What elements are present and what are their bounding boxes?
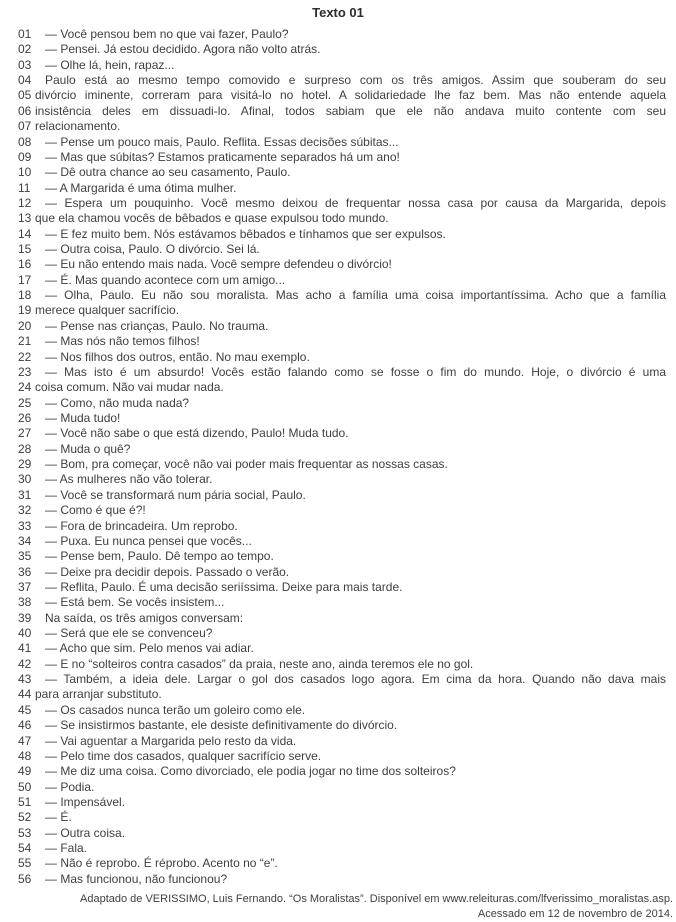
line-text: — A Margarida é uma ótima mulher. (45, 180, 237, 195)
line-text: — Você pensou bem no que vai fazer, Paulo? (45, 27, 289, 41)
line-number: 46 (18, 718, 32, 733)
line-text: — É. (45, 810, 72, 825)
text-line (18, 488, 666, 503)
line-number: 47 (18, 733, 32, 748)
line-number: 41 (18, 641, 32, 656)
line-number: 30 (18, 472, 32, 487)
line-text: — Outra coisa, Paulo. O divórcio. Sei lá. (45, 242, 260, 257)
line-text: divórcio iminente, correram para visitá-lo no hotel. A solidariedade lhe faz bem. Mas não entende aquela (35, 88, 666, 103)
line-text: — Olha, Paulo. Eu não sou moralista. Mas acho a família uma coisa importantíssima. Acho que a família (45, 288, 666, 303)
line-number: 52 (18, 810, 32, 825)
text-line (18, 872, 666, 887)
line-text: — Como, não muda nada? (45, 395, 190, 410)
line-number: 13 (18, 211, 32, 226)
line-text: — Espera um pouquinho. Você mesmo deixou de frequentar nossa casa por causa da Margarida, depois (45, 195, 666, 210)
line-number: 19 (18, 303, 32, 318)
line-text: — Mas nós não temos filhos! (45, 334, 200, 349)
line-text: — Muda o quê? (45, 441, 131, 456)
line-text: — Impensável. (45, 794, 126, 809)
line-number: 23 (18, 364, 32, 379)
line-text: que ela chamou vocês de bêbados e quase expulsou todo mundo. (35, 211, 389, 226)
line-number: 07 (18, 119, 32, 134)
text-line (18, 411, 666, 426)
text-line (18, 764, 666, 779)
line-number: 54 (18, 841, 32, 856)
line-number: 44 (18, 687, 32, 702)
text-line (18, 810, 666, 825)
line-text: — Também, a ideia dele. Largar o gol dos casados logo agora. Em cima da hora. Quando não dava mais (45, 672, 666, 687)
line-text: merece qualquer sacrifício. (35, 303, 180, 318)
line-text: — E no “solteiros contra casados” da praia, neste ano, ainda teremos ele no gol. (45, 656, 474, 671)
text-line (18, 165, 666, 180)
line-number: 06 (18, 103, 32, 118)
line-number: 01 (18, 27, 32, 41)
text-line (18, 303, 666, 318)
line-text: — Está bem. Se vocês insistem... (45, 595, 225, 610)
line-text: — As mulheres não vão tolerar. (45, 472, 213, 487)
line-text: — Vai aguentar a Margarida pelo resto da vida. (45, 733, 297, 748)
line-text: — É. Mas quando acontece com um amigo... (45, 272, 286, 287)
line-text: — Não é reprobo. É réprobo. Acento no “e”. (45, 856, 278, 871)
text-line (18, 641, 666, 656)
text-line (18, 672, 666, 687)
text-line (18, 288, 666, 303)
line-text: — Puxa. Eu nunca pensei que vocês... (45, 533, 252, 548)
text-line (18, 687, 666, 702)
line-text: — Será que ele se convenceu? (45, 626, 213, 641)
line-number: 20 (18, 318, 32, 333)
line-text: — Reflita, Paulo. É uma decisão seriíssima. Deixe para mais tarde. (45, 579, 403, 594)
line-number: 56 (18, 871, 32, 886)
line-number: 45 (18, 702, 32, 717)
line-text: — Dê outra chance ao seu casamento, Paulo. (45, 165, 291, 180)
page-title: Texto 01 (312, 5, 364, 20)
line-number: 17 (18, 272, 32, 287)
line-number: 26 (18, 410, 32, 425)
line-number: 55 (18, 856, 32, 871)
text-line (18, 426, 666, 441)
line-text: para arranjar substituto. (35, 687, 162, 702)
line-number: 02 (18, 42, 32, 57)
text-line (18, 580, 666, 595)
line-number: 22 (18, 349, 32, 364)
line-text: — Fora de brincadeira. Um reprobo. (45, 518, 238, 533)
line-number: 24 (18, 380, 32, 395)
line-number: 12 (18, 195, 32, 210)
line-number: 53 (18, 825, 32, 840)
text-line (18, 856, 666, 871)
text-line (18, 196, 666, 211)
citation-line-2: Acessado em 12 de novembro de 2014. (477, 908, 673, 921)
line-text: Paulo está ao mesmo tempo comovido e surpreso com os três amigos. Assim que souberam do seu (45, 73, 666, 88)
line-number: 50 (18, 779, 32, 794)
text-line (18, 749, 666, 764)
text-line (18, 104, 666, 119)
line-number: 04 (18, 73, 32, 88)
line-number: 05 (18, 88, 32, 103)
text-line (18, 595, 666, 610)
line-text: — Se insistirmos bastante, ele desiste definitivamente do divórcio. (45, 718, 398, 733)
line-number: 11 (18, 180, 31, 195)
line-text: — Me diz uma coisa. Como divorciado, ele podia jogar no time dos solteiros? (45, 764, 456, 779)
line-number: 32 (18, 503, 32, 518)
text-line (18, 503, 666, 518)
line-text: — Os casados nunca terão um goleiro como ele. (45, 702, 306, 717)
text-line (18, 657, 666, 672)
text-line (18, 273, 666, 288)
line-text: — Deixe pra decidir depois. Passado o verão. (45, 564, 290, 579)
line-text: — E fez muito bem. Nós estávamos bêbados e tínhamos que ser expulsos. (45, 226, 446, 241)
line-text: — Você se transformará num pária social, Paulo. (45, 487, 306, 502)
text-line (18, 350, 666, 365)
line-text: — Nos filhos dos outros, então. No mau exemplo. (45, 349, 310, 364)
line-number: 38 (18, 595, 32, 610)
line-text: — Muda tudo! (45, 410, 121, 425)
line-text: coisa comum. Não vai mudar nada. (35, 380, 224, 395)
text-line (18, 257, 666, 272)
line-number: 25 (18, 395, 32, 410)
line-number: 43 (18, 672, 32, 687)
line-number: 10 (18, 165, 32, 180)
text-line (18, 734, 666, 749)
line-text: — Como é que é?! (45, 503, 146, 518)
line-text: — Pelo time dos casados, qualquer sacrifício serve. (45, 748, 322, 763)
line-text: — Fala. (45, 841, 88, 856)
line-number: 18 (18, 288, 32, 303)
text-line (18, 150, 666, 165)
line-number: 28 (18, 441, 32, 456)
text-line (18, 549, 666, 564)
text-line (18, 58, 666, 73)
line-number: 39 (18, 610, 32, 625)
text-line (18, 211, 666, 226)
text-line (18, 611, 666, 626)
text-line (18, 826, 666, 841)
line-number: 40 (18, 626, 32, 641)
line-number: 36 (18, 564, 32, 579)
line-text: — Pense nas crianças, Paulo. No trauma. (45, 318, 269, 333)
line-text: — Você não sabe o que está dizendo, Paulo! Muda tudo. (45, 426, 349, 441)
line-number: 31 (18, 487, 32, 502)
text-line (18, 242, 666, 257)
text-line (18, 703, 666, 718)
line-number: 15 (18, 242, 32, 257)
line-number: 29 (18, 457, 32, 472)
line-text: — Outra coisa. (45, 825, 126, 840)
text-line (18, 472, 666, 487)
text-line (18, 841, 666, 856)
text-line (18, 88, 666, 103)
text-line (18, 227, 666, 242)
line-text: — Olhe lá, hein, rapaz... (45, 57, 175, 72)
line-text: — Podia. (45, 779, 95, 794)
line-text: Na saída, os três amigos conversam: (45, 610, 244, 625)
text-line (18, 365, 666, 380)
citation-line-1: Adaptado de VERISSIMO, Luis Fernando. “Os Moralistas”. Disponível em www.releituras.com/lfverissimo_moralistas.asp. (80, 893, 673, 906)
line-number: 42 (18, 656, 32, 671)
line-number: 37 (18, 579, 32, 594)
line-number: 34 (18, 533, 32, 548)
line-text: — Bom, pra começar, você não vai poder mais frequentar as nossas casas. (45, 457, 448, 472)
line-number: 08 (18, 134, 32, 149)
text-line (18, 565, 666, 580)
text-line (18, 119, 666, 134)
line-text: — Mas que súbitas? Estamos praticamente separados há um ano! (45, 149, 400, 164)
text-line (18, 457, 666, 472)
source-citation (0, 892, 676, 922)
line-number: 03 (18, 57, 32, 72)
text-line (18, 319, 666, 334)
line-number: 49 (18, 764, 32, 779)
text-line (18, 73, 666, 88)
text-line (18, 718, 666, 733)
text-line (18, 27, 666, 42)
line-number: 48 (18, 748, 32, 763)
line-text: — Mas funcionou, não funcionou? (45, 871, 228, 886)
line-number: 21 (18, 334, 32, 349)
line-text: relacionamento. (35, 119, 121, 134)
text-line (18, 396, 666, 411)
line-text: — Mas isto é um absurdo! Vocês estão falando como se fosse o fim do mundo. Hoje, o divórcio é uma (45, 364, 666, 379)
line-number: 51 (18, 794, 32, 809)
line-text: — Acho que sim. Pelo menos vai adiar. (45, 641, 254, 656)
line-number: 14 (18, 226, 32, 241)
text-line (18, 534, 666, 549)
text-line (18, 519, 666, 534)
text-line (18, 42, 666, 57)
line-number: 35 (18, 549, 32, 564)
line-text: — Pensei. Já estou decidido. Agora não volto atrás. (45, 42, 321, 57)
text-line (18, 780, 666, 795)
text-line (18, 795, 666, 810)
text-line (18, 334, 666, 349)
text-line (18, 380, 666, 395)
line-number: 09 (18, 149, 32, 164)
text-line (18, 135, 666, 150)
line-text: — Pense um pouco mais, Paulo. Reflita. Essas decisões súbitas... (45, 134, 399, 149)
text-body (0, 27, 676, 887)
line-text: — Eu não entendo mais nada. Você sempre defendeu o divórcio! (45, 257, 392, 272)
line-text: insistência deles em dissuadi-lo. Afinal, todos sabiam que ele não andava muito contente com seu (35, 103, 666, 118)
text-line (18, 626, 666, 641)
line-number: 16 (18, 257, 32, 272)
line-number: 27 (18, 426, 32, 441)
line-number: 33 (18, 518, 32, 533)
line-text: — Pense bem, Paulo. Dê tempo ao tempo. (45, 549, 274, 564)
text-line (18, 442, 666, 457)
text-line (18, 181, 666, 196)
